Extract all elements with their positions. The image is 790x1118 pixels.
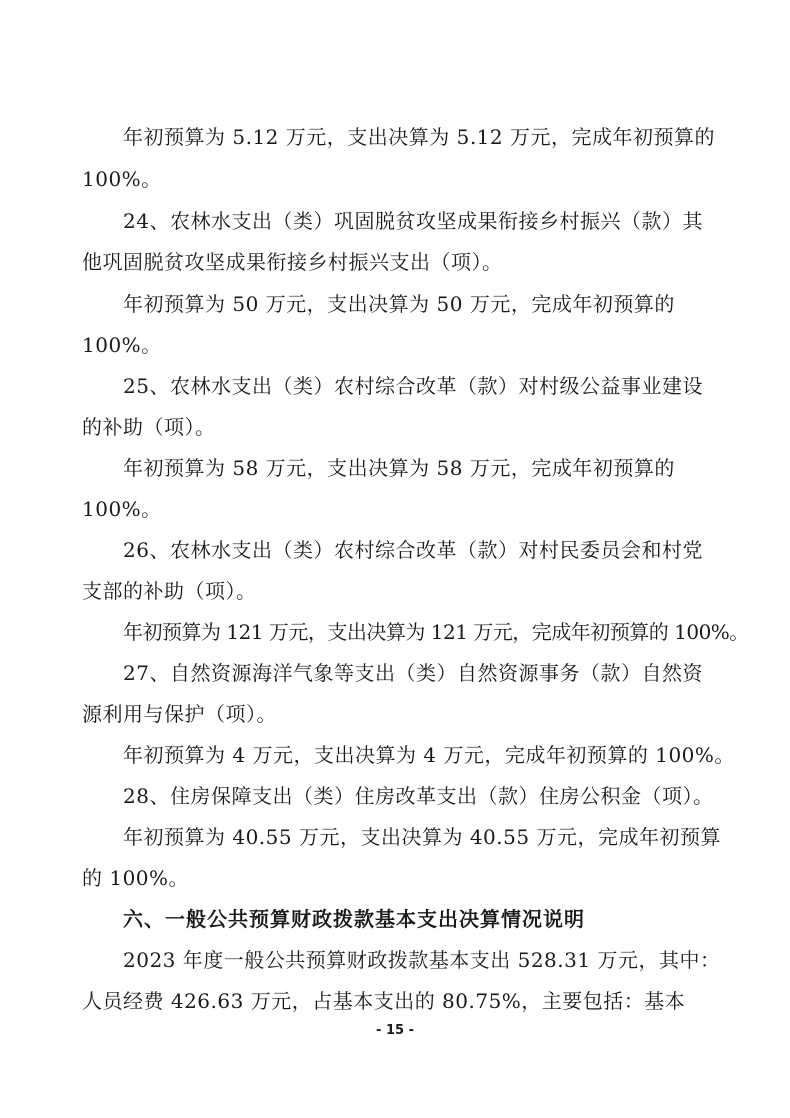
section-heading: 六、一般公共预算财政拨款基本支出决算情况说明 — [123, 907, 585, 931]
paragraph-line: 的 100%。 — [82, 866, 190, 890]
page-number: - 15 - — [376, 1023, 414, 1038]
paragraph-line: 年初预算为 58 万元，支出决算为 58 万元，完成年初预算的 — [123, 456, 675, 480]
paragraph-line: 100%。 — [82, 497, 162, 521]
paragraph-line: 28、住房保障支出（类）住房改革支出（款）住房公积金（项）。 — [123, 784, 714, 808]
paragraph-line: 25、农林水支出（类）农村综合改革（款）对村级公益事业建设 — [123, 374, 703, 398]
paragraph-line: 100%。 — [82, 333, 162, 357]
paragraph-line: 2023 年度一般公共预算财政拨款基本支出 528.31 万元，其中： — [123, 948, 721, 972]
paragraph-line: 年初预算为 40.55 万元，支出决算为 40.55 万元，完成年初预算 — [123, 825, 721, 849]
paragraph-line: 年初预算为 5.12 万元，支出决算为 5.12 万元，完成年初预算的 — [123, 125, 715, 149]
paragraph-line: 26、农林水支出（类）农村综合改革（款）对村民委员会和村党 — [123, 538, 703, 562]
paragraph-line: 年初预算为 4 万元，支出决算为 4 万元，完成年初预算的 100%。 — [123, 743, 735, 767]
paragraph-line: 100%。 — [82, 167, 162, 191]
paragraph-line: 源利用与保护（项）。 — [82, 702, 277, 726]
paragraph-line: 24、农林水支出（类）巩固脱贫攻坚成果衔接乡村振兴（款）其 — [123, 209, 703, 233]
paragraph-line: 27、自然资源海洋气象等支出（类）自然资源事务（款）自然资 — [123, 661, 703, 685]
paragraph-line: 年初预算为 121 万元，支出决算为 121 万元，完成年初预算的 100%。 — [123, 620, 749, 644]
paragraph-line: 人员经费 426.63 万元，占基本支出的 80.75%，主要包括：基本 — [82, 989, 686, 1013]
paragraph-line: 的补助（项）。 — [82, 415, 216, 439]
paragraph-line: 年初预算为 50 万元，支出决算为 50 万元，完成年初预算的 — [123, 292, 675, 316]
paragraph-line: 支部的补助（项）。 — [82, 579, 257, 603]
paragraph-line: 他巩固脱贫攻坚成果衔接乡村振兴支出（项）。 — [82, 250, 503, 274]
